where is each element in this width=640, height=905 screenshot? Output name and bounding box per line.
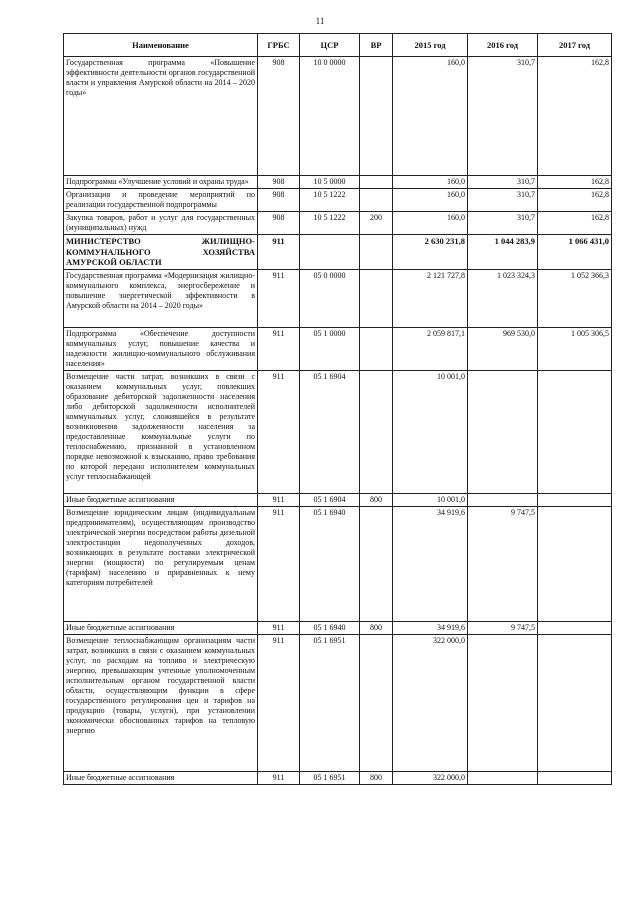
cell-2017: 162,8 [538, 189, 612, 212]
table-row [64, 771, 612, 784]
cell-2015: 2 059 817,1 [393, 327, 468, 370]
table-header-row [64, 34, 612, 57]
cell-2016 [468, 493, 538, 506]
cell-vr [360, 235, 393, 270]
table-row [64, 634, 612, 771]
header-2016: 2016 год [468, 34, 538, 57]
cell-grbs: 908 [258, 57, 300, 176]
cell-csr: 10 5 1222 [300, 189, 360, 212]
cell-vr: 800 [360, 493, 393, 506]
cell-csr: 05 1 6951 [300, 771, 360, 784]
cell-csr: 05 1 6904 [300, 493, 360, 506]
cell-2016: 1 044 283,9 [468, 235, 538, 270]
header-2015: 2015 год [393, 34, 468, 57]
cell-name: Подпрограмма «Улучшение условий и охраны труда» [64, 176, 258, 189]
cell-vr [360, 506, 393, 621]
cell-2016: 310,7 [468, 212, 538, 235]
table-row [64, 212, 612, 235]
cell-2017: 162,8 [538, 176, 612, 189]
cell-2017: 1 066 431,0 [538, 235, 612, 270]
cell-2015: 10 001,0 [393, 370, 468, 493]
table-row [64, 327, 612, 370]
cell-2017 [538, 506, 612, 621]
cell-2015: 34 919,6 [393, 506, 468, 621]
cell-name: Возмещение теплоснабжающим организациям части затрат, возникших в связи с оказанием коммунальных услуг, по расходам на топливо и электрическую энергию, превышающим учтенные уполномоченным исполнительным органом государственной власти области, осуществляющим функции в сфере государственного регулирования цен и тарифов на продукцию (товары, услуги), при установлении экономически обоснованных тарифов на тепловую энергию [64, 634, 258, 771]
cell-vr [360, 634, 393, 771]
table-row [64, 269, 612, 327]
cell-vr [360, 57, 393, 176]
cell-name: Иные бюджетные ассигнования [64, 771, 258, 784]
cell-csr: 05 1 6951 [300, 634, 360, 771]
cell-grbs: 911 [258, 327, 300, 370]
cell-grbs: 908 [258, 189, 300, 212]
cell-2015: 160,0 [393, 57, 468, 176]
cell-2016 [468, 771, 538, 784]
table-row [64, 493, 612, 506]
cell-vr: 200 [360, 212, 393, 235]
cell-vr [360, 176, 393, 189]
cell-2016 [468, 634, 538, 771]
cell-2015: 34 919,6 [393, 621, 468, 634]
table-row [64, 235, 612, 270]
cell-2015: 160,0 [393, 189, 468, 212]
cell-2016: 1 023 324,3 [468, 269, 538, 327]
cell-csr: 05 1 6940 [300, 621, 360, 634]
cell-grbs: 911 [258, 771, 300, 784]
cell-2017 [538, 370, 612, 493]
cell-csr [300, 235, 360, 270]
cell-name: Закупка товаров, работ и услуг для государственных (муниципальных) нужд [64, 212, 258, 235]
cell-vr: 800 [360, 621, 393, 634]
cell-2017 [538, 771, 612, 784]
cell-csr: 10 0 0000 [300, 57, 360, 176]
cell-name: Подпрограмма «Обеспечение доступности коммунальных услуг, повышение качества и надежности жилищно-коммунального обслуживания населения» [64, 327, 258, 370]
cell-2015: 160,0 [393, 176, 468, 189]
cell-2017: 1 052 366,3 [538, 269, 612, 327]
table-row [64, 506, 612, 621]
cell-grbs: 911 [258, 621, 300, 634]
cell-name: Государственная программа «Модернизация жилищно-коммунального комплекса, энергосбережение и повышение энергетической эффективности в Амурской области на 2014 – 2020 годы» [64, 269, 258, 327]
cell-csr: 05 1 0000 [300, 327, 360, 370]
cell-2016: 9 747,5 [468, 621, 538, 634]
cell-2015: 10 001,0 [393, 493, 468, 506]
budget-table [63, 33, 612, 785]
table-row [64, 57, 612, 176]
cell-2016: 969 530,0 [468, 327, 538, 370]
cell-csr: 05 1 6940 [300, 506, 360, 621]
cell-csr: 05 0 0000 [300, 269, 360, 327]
cell-2015: 2 630 231,8 [393, 235, 468, 270]
cell-grbs: 908 [258, 212, 300, 235]
table-row [64, 189, 612, 212]
cell-name: Возмещение части затрат, возникших в связи с оказанием коммунальных услуг, повлекших образование дебиторской задолженности населения либо дебиторской задолженности исполнителей коммунальных услуг, сложившейся в результате возникновения задолженности населения за предоставленные коммунальные услуги по теплоснабжению, признанной в установленном порядке невозможной к взысканию, право требования по которой передано исполнителем коммунальных услуг теплоснабжающей [64, 370, 258, 493]
cell-vr [360, 327, 393, 370]
cell-name: Иные бюджетные ассигнования [64, 493, 258, 506]
cell-2015: 322 000,0 [393, 771, 468, 784]
table-row [64, 176, 612, 189]
header-grbs: ГРБС [258, 34, 300, 57]
cell-csr: 10 5 0000 [300, 176, 360, 189]
page-number: 11 [315, 16, 325, 26]
cell-name: Возмещение юридическим лицам (индивидуальным предпринимателям), осуществляющим производство электрической энергии посредством работы дизельной электростанции недополученных доходов, возникающих в результате поставки электрической энергии (мощности) по регулируемым ценам (тарифам) населению и приравненных к нему категориям потребителей [64, 506, 258, 621]
cell-2015: 322 000,0 [393, 634, 468, 771]
header-2017: 2017 год [538, 34, 612, 57]
cell-grbs: 911 [258, 506, 300, 621]
cell-vr [360, 269, 393, 327]
cell-2017 [538, 493, 612, 506]
cell-2015: 2 121 727,8 [393, 269, 468, 327]
cell-2016: 310,7 [468, 57, 538, 176]
cell-csr: 10 5 1222 [300, 212, 360, 235]
table-row [64, 621, 612, 634]
cell-name: МИНИСТЕРСТВО ЖИЛИЩНО-КОММУНАЛЬНОГО ХОЗЯЙСТВА АМУРСКОЙ ОБЛАСТИ [64, 235, 258, 270]
cell-grbs: 911 [258, 235, 300, 270]
cell-name: Иные бюджетные ассигнования [64, 621, 258, 634]
cell-name: Организация и проведение мероприятий по реализации государственной подпрограммы [64, 189, 258, 212]
cell-grbs: 911 [258, 493, 300, 506]
cell-2017: 1 005 306,5 [538, 327, 612, 370]
cell-2017: 162,8 [538, 57, 612, 176]
cell-vr [360, 370, 393, 493]
cell-2016: 9 747,5 [468, 506, 538, 621]
cell-csr: 05 1 6904 [300, 370, 360, 493]
cell-2017 [538, 621, 612, 634]
cell-vr [360, 189, 393, 212]
table-row [64, 370, 612, 493]
cell-vr: 800 [360, 771, 393, 784]
header-vr: ВР [360, 34, 393, 57]
header-csr: ЦСР [300, 34, 360, 57]
cell-grbs: 908 [258, 176, 300, 189]
cell-grbs: 911 [258, 370, 300, 493]
table-body [64, 57, 612, 785]
header-name: Наименование [64, 34, 258, 57]
cell-2016: 310,7 [468, 176, 538, 189]
cell-grbs: 911 [258, 269, 300, 327]
cell-2016 [468, 370, 538, 493]
cell-2017 [538, 634, 612, 771]
cell-name: Государственная программа «Повышение эффективности деятельности органов государственной власти и управления Амурской области на 2014 – 2020 годы» [64, 57, 258, 176]
cell-2016: 310,7 [468, 189, 538, 212]
cell-2017: 162,8 [538, 212, 612, 235]
cell-2015: 160,0 [393, 212, 468, 235]
cell-grbs: 911 [258, 634, 300, 771]
